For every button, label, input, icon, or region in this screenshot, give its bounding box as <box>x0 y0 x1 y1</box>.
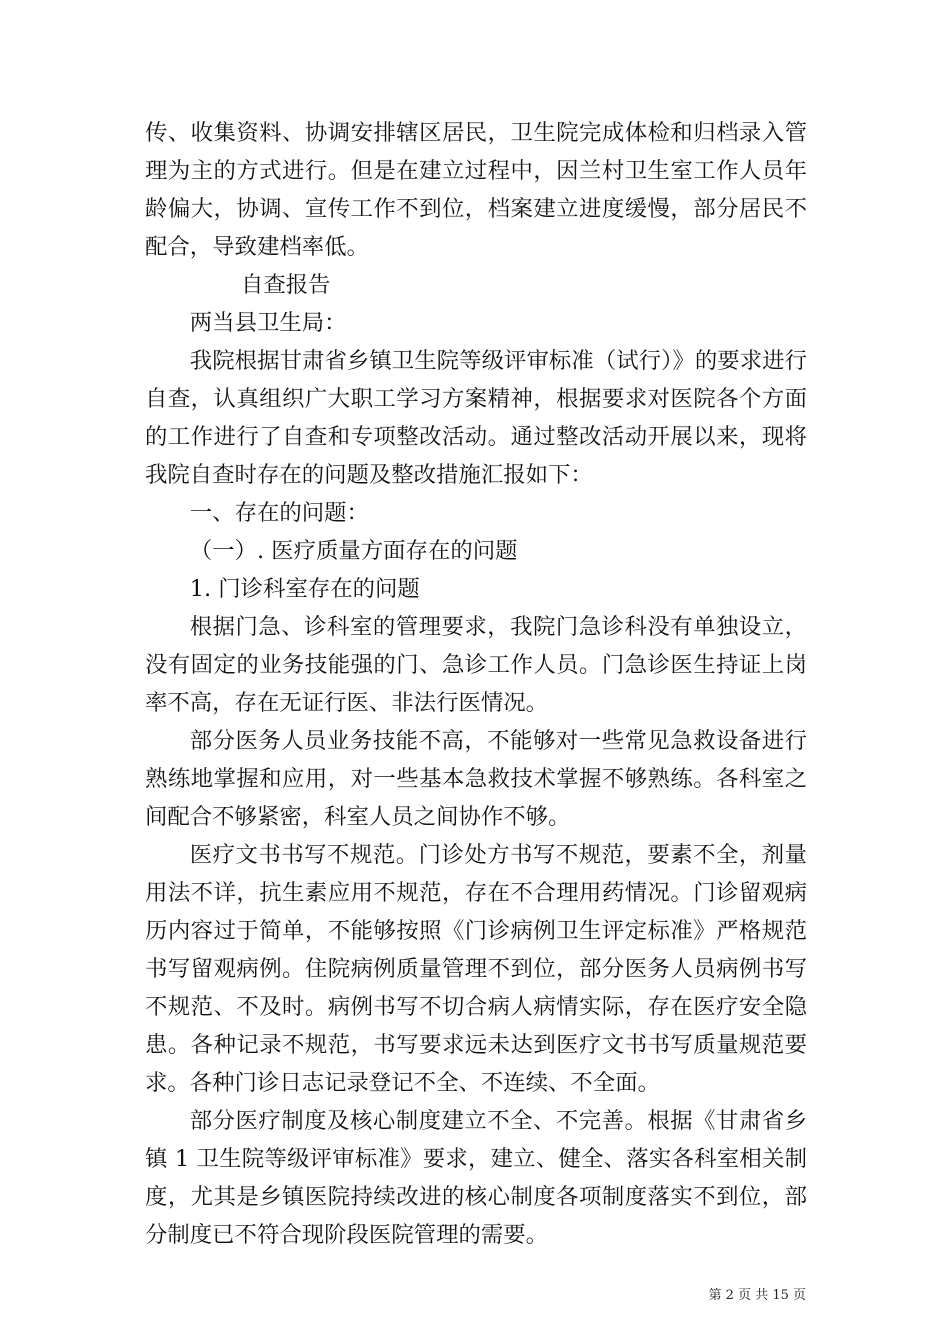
page-number: 第 2 页 共 15 页 <box>708 1288 806 1303</box>
subsection-heading: （一）. 医疗质量方面存在的问题 <box>189 538 518 564</box>
addressee: 两当县卫生局： <box>189 310 347 336</box>
paragraph-skills: 部分医务人员业务技能不高，不能够对一些常见急救设备进行熟练地掌握和应用，对一些基本急救技术掌握不够熟练。各科室之间配合不够紧密，科室人员之间协作不够。 <box>145 728 807 830</box>
paragraph-systems: 部分医疗制度及核心制度建立不全、不完善。根据《甘肃省乡镇 1 卫生院等级评审标准》要求，建立、健全、落实各科室相关制度，尤其是乡镇医院持续改进的核心制度各项制度落实不到位，部分制度已不符合现阶段医院管理的需要。 <box>145 1108 807 1248</box>
paragraph-intro: 我院根据甘肃省乡镇卫生院等级评审标准（试行）》的要求进行自查，认真组织广大职工学习方案精神，根据要求对医院各个方面的工作进行了自查和专项整改活动。通过整改活动开展以来，现将我院自查时存在的问题及整改措施汇报如下： <box>145 348 807 488</box>
paragraph-continuation: 传、收集资料、协调安排辖区居民，卫生院完成体检和归档录入管理为主的方式进行。但是在建立过程中，因兰村卫生室工作人员年龄偏大，协调、宣传工作不到位，档案建立进度缓慢，部分居民不配合，导致建档率低。 <box>145 120 807 260</box>
paragraph-outpatient: 根据门急、诊科室的管理要求，我院门急诊科没有单独设立，没有固定的业务技能强的门、急诊工作人员。门急诊医生持证上岗率不高，存在无证行医、非法行医情况。 <box>145 614 807 716</box>
document-body <box>145 114 807 1254</box>
report-title: 自查报告 <box>241 272 331 298</box>
item-heading: 1. 门诊科室存在的问题 <box>189 576 420 602</box>
paragraph-documents: 医疗文书书写不规范。门诊处方书写不规范，要素不全，剂量用法不详，抗生素应用不规范，存在不合理用药情况。门诊留观病历内容过于简单，不能够按照《门诊病例卫生评定标准》严格规范书写留观病例。住院病例质量管理不到位，部分医务人员病例书写不规范、不及时。病例书写不切合病人病情实际，存在医疗安全隐患。各种记录不规范，书写要求远未达到医疗文书书写质量规范要求。各种门诊日志记录登记不全、不连续、不全面。 <box>145 842 807 1096</box>
section-heading: 一、存在的问题： <box>189 500 369 526</box>
